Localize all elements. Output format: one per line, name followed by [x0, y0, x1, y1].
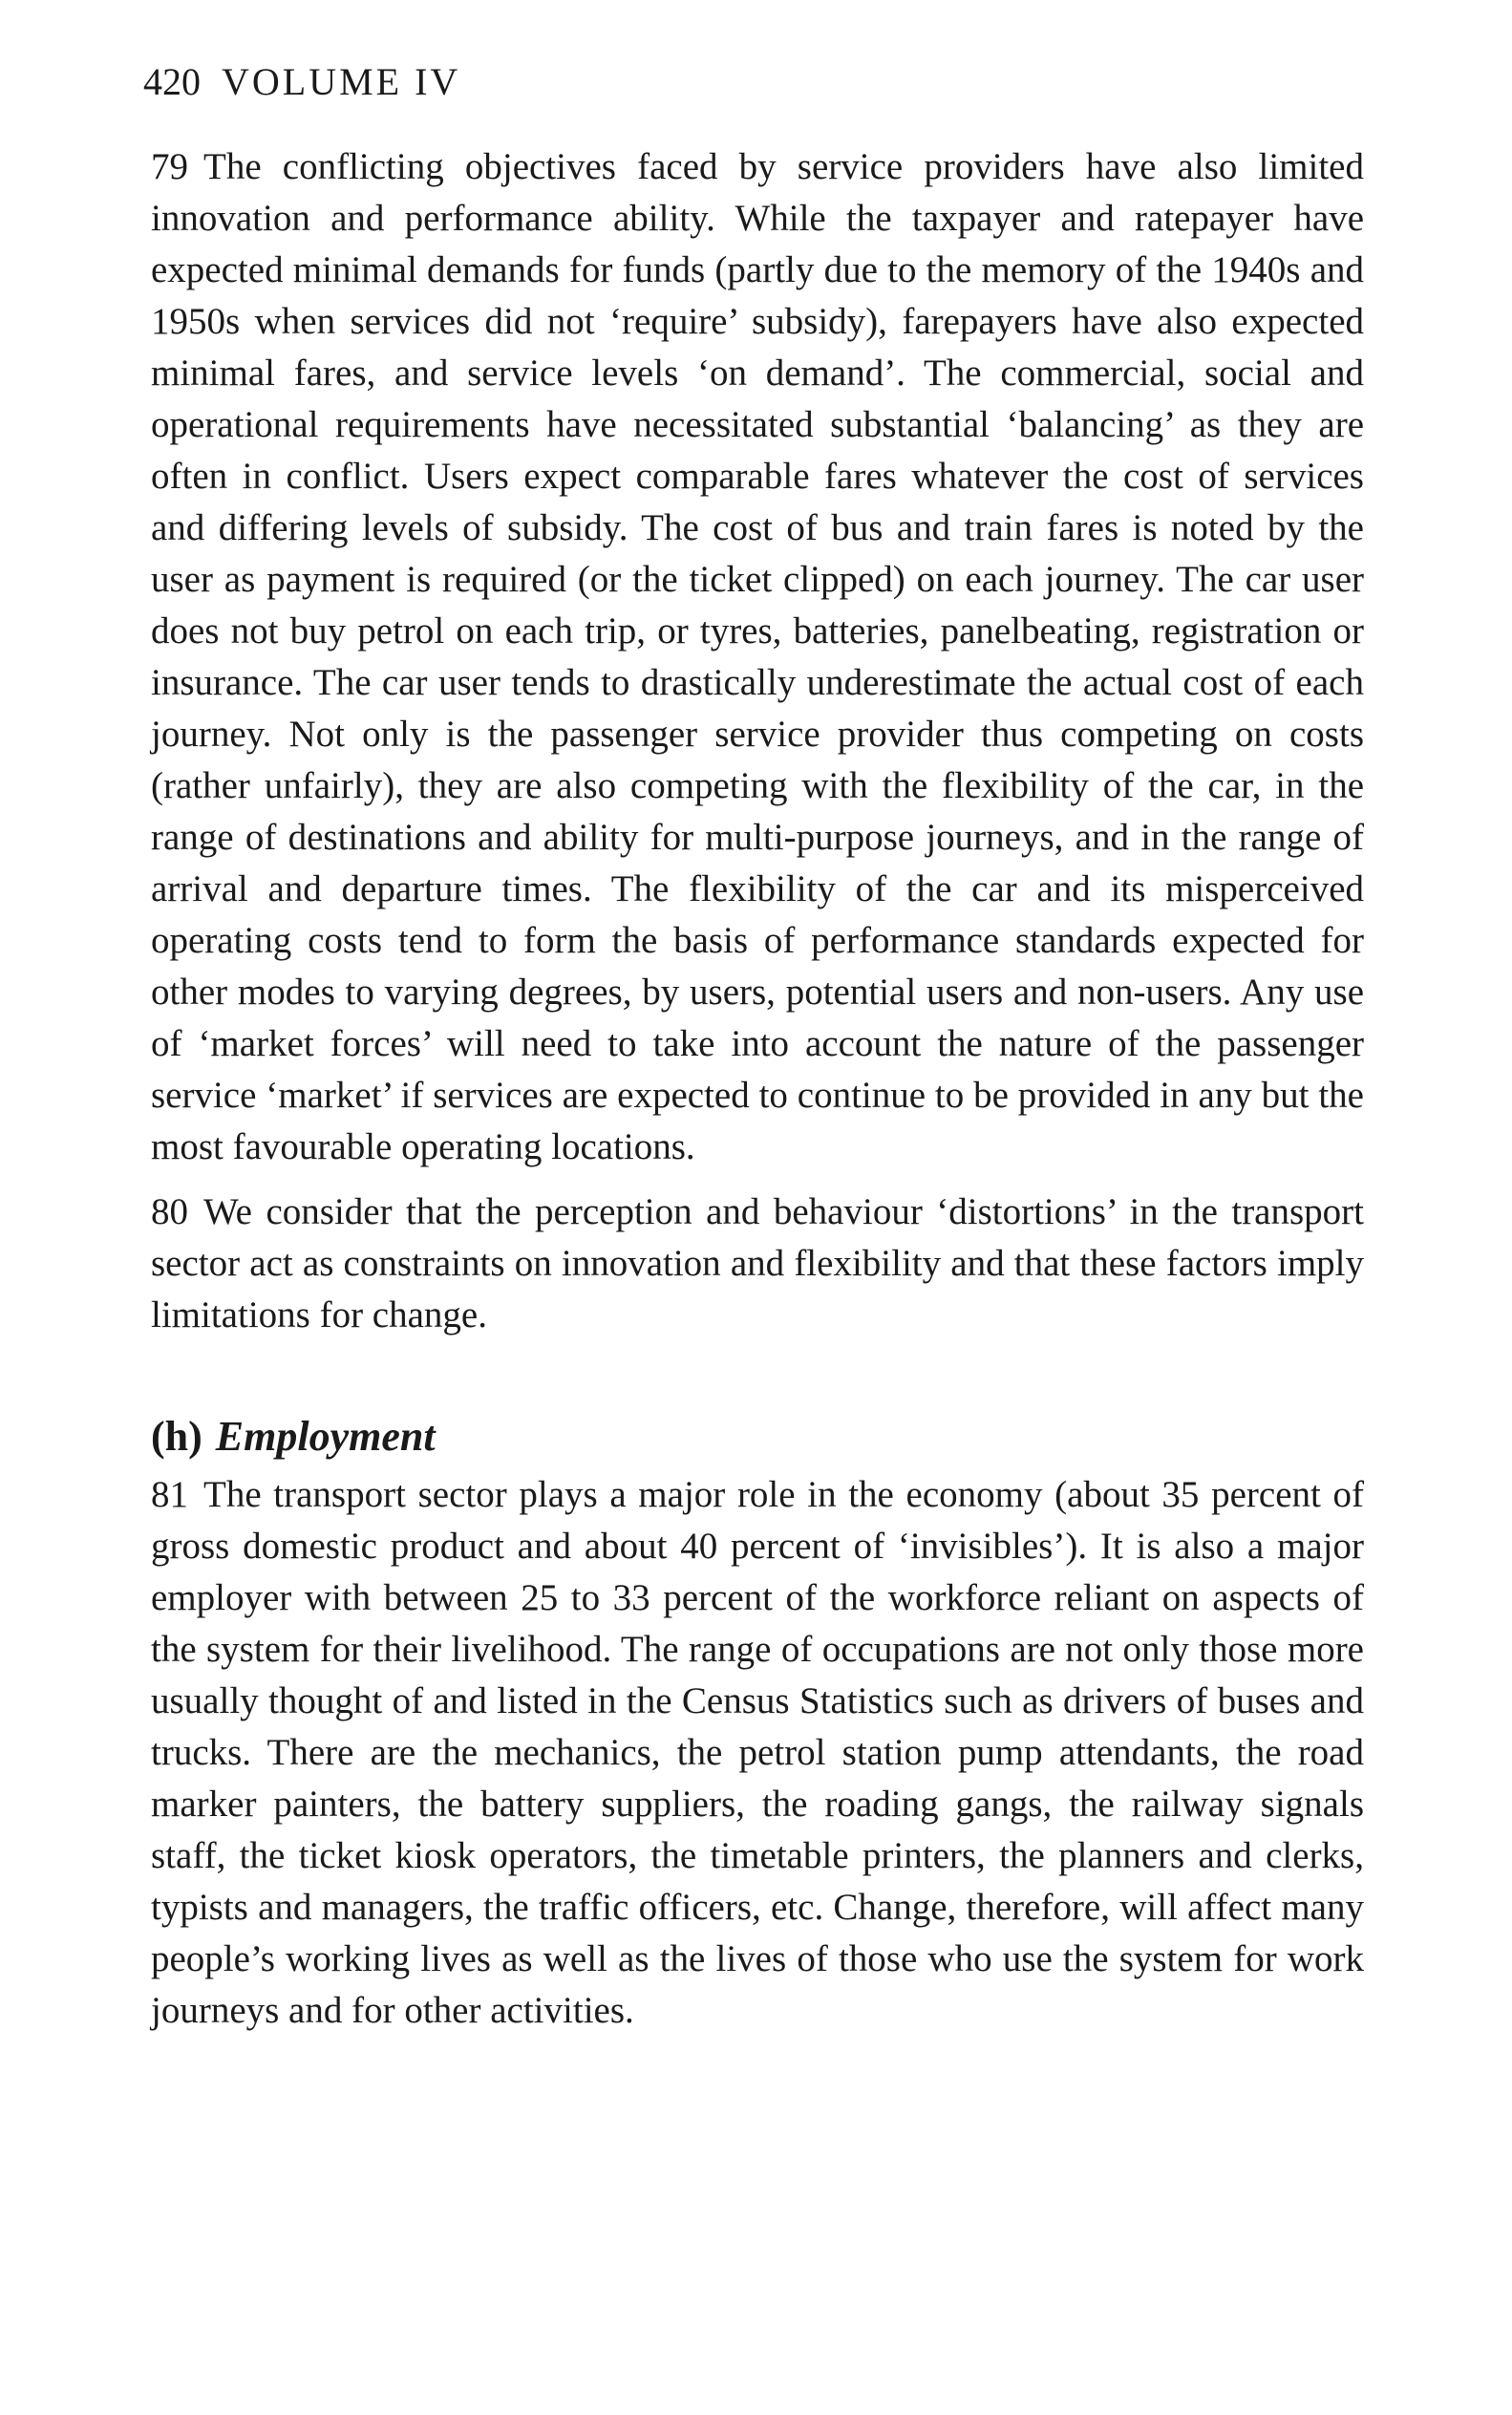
paragraph-text: We consider that the perception and behaviour ‘distortions’ in the transport sector act as constraints on innovation and flexibility and that these factors imply limitations for change.	[151, 1191, 1364, 1336]
section-letter: (h)	[151, 1413, 202, 1460]
paragraph-number: 80	[151, 1191, 188, 1232]
paragraph-79	[151, 141, 1364, 1173]
section-title: Employment	[215, 1413, 436, 1460]
paragraph-text: The conflicting objectives faced by service providers have also limited innovation and performance ability. While the taxpayer and ratepayer have expected minimal demands for funds (partly due to the memory of the 1940s and 1950s when services did not ‘require’ subsidy), farepayers have also expected minimal fares, and service levels ‘on demand’. The commercial, social and operational requirements have necessitated substantial ‘balancing’ as they are often in conflict. Users expect comparable fares whatever the cost of services and differing levels of subsidy. The cost of bus and train fares is noted by the user as payment is required (or the ticket clipped) on each journey. The car user does not buy petrol on each trip, or tyres, batteries, panelbeating, registration or insurance. The car user tends to drastically underestimate the actual cost of each journey. Not only is the passenger service provider thus competing on costs (rather unfairly), they are also competing with the flexibility of the car, in the range of destinations and ability for multi-purpose journeys, and in the range of arrival and departure times. The flexibility of the car and its misperceived operating costs tend to form the basis of performance standards expected for other modes to varying degrees, by users, potential users and non-users. Any use of ‘market forces’ will need to take into account the nature of the passenger service ‘market’ if services are expected to continue to be provided in any but the most favourable operating locations.	[151, 146, 1364, 1167]
volume-label: VOLUME IV	[222, 60, 461, 103]
page-number: 420	[143, 60, 201, 103]
paragraph-81	[151, 1469, 1364, 2037]
paragraph-number: 79	[151, 146, 188, 187]
paragraph-number: 81	[151, 1474, 188, 1515]
paragraph-80	[151, 1186, 1364, 1341]
running-head	[143, 59, 460, 105]
body-text	[151, 141, 1364, 2037]
section-heading	[151, 1408, 1364, 1465]
paragraph-text: The transport sector plays a major role in the economy (about 35 percent of gross domestic product and about 40 percent of ‘invisibles’). It is also a major employer with between 25 to 33 percent of the workforce reliant on aspects of the system for their livelihood. The range of occupations are not only those more usually thought of and listed in the Census Statistics such as drivers of buses and trucks. There are the mechanics, the petrol station pump attendants, the road marker painters, the battery suppliers, the roading gangs, the railway signals staff, the ticket kiosk operators, the timetable printers, the planners and clerks, typists and managers, the traffic officers, etc. Change, therefore, will affect many people’s working lives as well as the lives of those who use the system for work journeys and for other activities.	[151, 1474, 1364, 2031]
